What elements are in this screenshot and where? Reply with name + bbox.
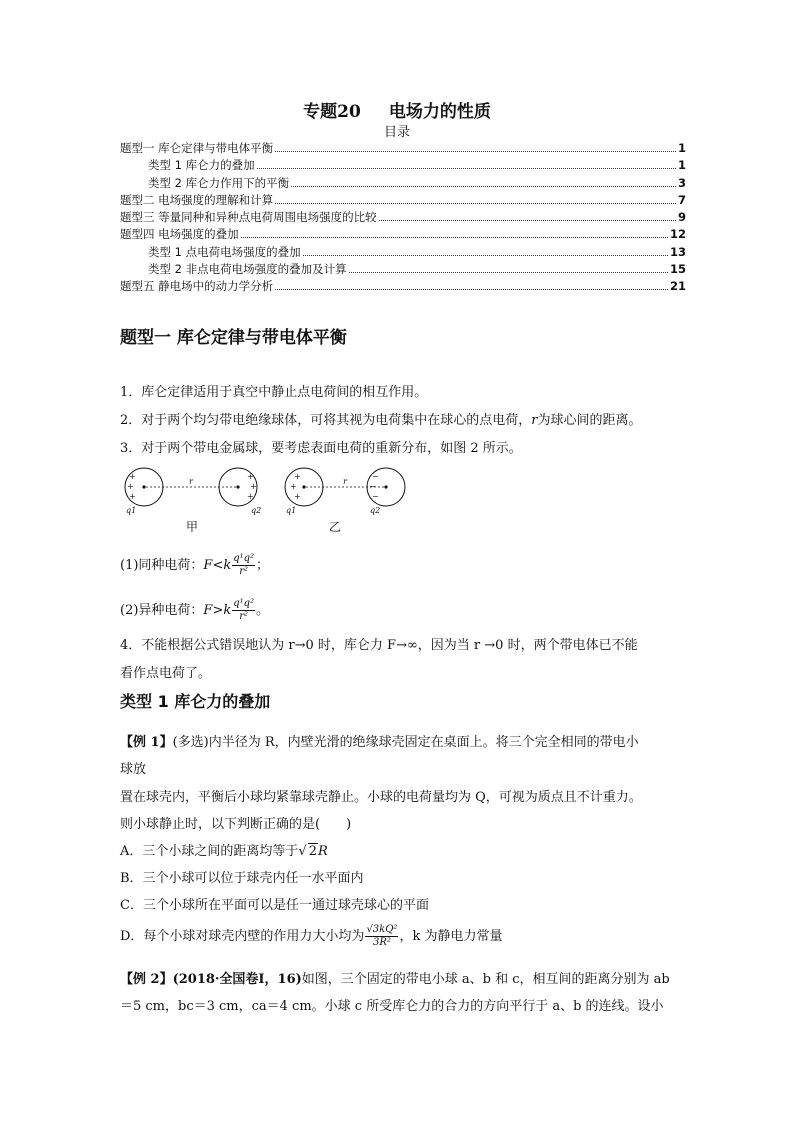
- example-2-line: ＝5 cm，bc＝3 cm，ca＝4 cm。小球 c 所受库仑力的合力的方向平行于 a、b 的连线。设小: [120, 999, 664, 1014]
- plus-sign: +: [129, 472, 136, 481]
- subsection-heading: 类型 1 库仑力的叠加: [120, 692, 271, 711]
- condition-opposite-charge: (2)异种电荷：F>k $\frac{\text{q¹q²}}{\text{r²}}$ 。: [120, 598, 270, 622]
- force-fraction: $\frac{\text{√3kQ²}}{\text{3R²}}$: [366, 924, 398, 948]
- option-b[interactable]: B．三个小球可以位于球壳内任一水平面内: [120, 871, 364, 886]
- toc-entry[interactable]: 题型一 库仑定律与带电体平衡 1: [120, 141, 686, 155]
- q1-label: q1: [286, 506, 297, 515]
- figure-caption-yi: 乙: [329, 520, 342, 534]
- q2-label: q2: [251, 506, 262, 515]
- r-label: r: [189, 477, 193, 486]
- toc-entry[interactable]: 类型 1 点电荷电场强度的叠加 13: [148, 244, 686, 259]
- plus-sign: +: [129, 492, 136, 501]
- plus-sign: +: [294, 472, 301, 481]
- toc-entry[interactable]: 类型 1 库仑力的叠加 1: [148, 158, 686, 173]
- coulomb-fraction: $\frac{\text{q¹q²}}{\text{r²}}$: [233, 553, 255, 577]
- center-dot: [142, 485, 145, 488]
- example-1-line: 球放: [120, 762, 147, 777]
- section-heading: 题型一 库仑定律与带电体平衡: [120, 328, 347, 348]
- plus-sign: +: [250, 482, 257, 491]
- toc-entry[interactable]: 题型四 电场强度的叠加 12: [120, 227, 686, 242]
- coulomb-fraction: $\frac{\text{q¹q²}}{\text{r²}}$: [233, 598, 255, 622]
- example-1-line: 【例 1】(多选)内半径为 R，内壁光滑的绝缘球壳固定在桌面上。将三个完全相同的带电小: [120, 735, 639, 750]
- q2-label: q2: [370, 506, 381, 515]
- paragraph: 1．库仑定律适用于真空中静止点电荷间的相互作用。: [120, 385, 428, 400]
- center-dot: [384, 485, 387, 488]
- toc-entry[interactable]: 类型 2 非点电荷电场强度的叠加及计算 15: [148, 262, 686, 277]
- option-c[interactable]: C．三个小球所在平面可以是任一通过球壳球心的平面: [120, 898, 429, 913]
- q1-label: q1: [126, 506, 137, 515]
- example-2-line: 【例 2】(2018·全国卷Ⅰ，16)如图，三个固定的带电小球 a、b 和 c，相互间的距离分别为 ab: [120, 972, 670, 987]
- option-a[interactable]: A．三个小球之间的距离均等于√ 2R: [120, 844, 328, 859]
- plus-sign: +: [127, 482, 134, 491]
- option-d[interactable]: D．每个小球对球壳内壁的作用力大小均为 $\frac{\text{√3kQ²}}{\text{3R²}}$ ，k 为静电力常量: [120, 924, 503, 948]
- center-dot: [236, 485, 239, 488]
- center-dot: [302, 485, 305, 488]
- document-title: 专题20 电场力的性质: [303, 102, 491, 122]
- example-1-line: 置在球壳内，平衡后小球均紧靠球壳静止。小球的电荷量均为 Q，可视为质点且不计重力。: [120, 790, 642, 805]
- r-label: r: [343, 477, 347, 486]
- toc-entry[interactable]: 类型 2 库仑力作用下的平衡 3: [148, 175, 686, 190]
- toc-entry[interactable]: 题型二 电场强度的理解和计算 7: [120, 192, 686, 207]
- minus-sign: −: [372, 492, 379, 501]
- paragraph: 3．对于两个带电金属球，要考虑表面电荷的重新分布，如图 2 所示。: [120, 441, 522, 456]
- figure-caption-jia: 甲: [186, 520, 199, 534]
- toc-entry[interactable]: 题型三 等量同种和异种点电荷周围电场强度的比较 9: [120, 210, 686, 225]
- charged-spheres-figure: [120, 462, 420, 518]
- minus-sign: −: [372, 472, 379, 481]
- paragraph: 4．不能根据公式错误地认为 r→0 时，库仑力 F→∞，因为当 r →0 时，两个带电体已不能: [120, 638, 638, 653]
- table-of-contents: [120, 140, 686, 296]
- plus-sign: +: [294, 492, 301, 501]
- plus-sign: +: [247, 472, 254, 481]
- minus-sign: −: [369, 482, 376, 491]
- plus-sign: +: [247, 492, 254, 501]
- paragraph: 看作点电荷了。: [120, 666, 212, 681]
- plus-sign: +: [290, 482, 297, 491]
- toc-entry[interactable]: 题型五 静电场中的动力学分析 21: [120, 279, 686, 294]
- condition-same-charge: (1)同种电荷：F<k $\frac{\text{q¹q²}}{\text{r²}}$ ；: [120, 553, 270, 577]
- paragraph: 2．对于两个均匀带电绝缘球体，可将其视为电荷集中在球心的点电荷，r为球心间的距离。: [120, 413, 642, 428]
- example-1-line: 则小球静止时，以下判断正确的是( ): [120, 817, 352, 832]
- toc-heading: 目录: [383, 125, 410, 140]
